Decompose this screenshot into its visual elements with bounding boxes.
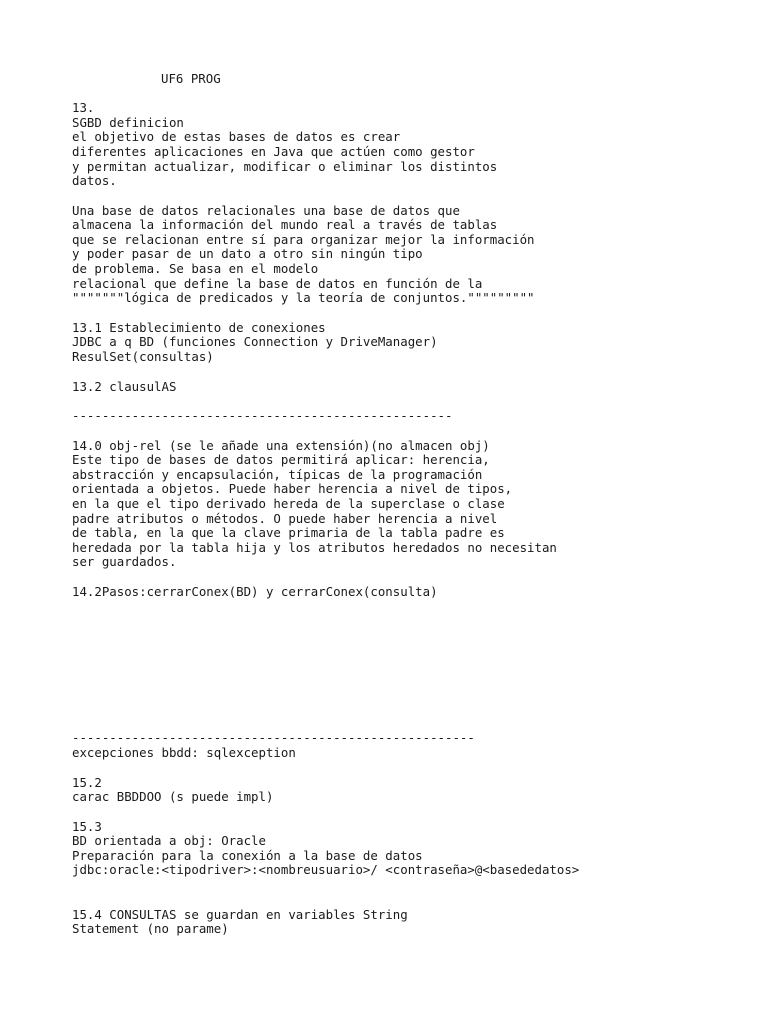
text-line: relacional que define la base de datos en función de la (72, 276, 483, 291)
text-line: jdbc:oracle:<tipodriver>:<nombreusuario>/ <contraseña>@<basededatos> (72, 862, 580, 877)
text-line: padre atributos o métodos. O puede haber herencia a nivel (72, 511, 498, 526)
text-line: ResulSet(consultas) (72, 349, 214, 364)
text-line: en la que el tipo derivado hereda de la superclase o clase (72, 496, 505, 511)
text-line: Una base de datos relacionales una base de datos que (72, 203, 460, 218)
text-line: BD orientada a obj: Oracle (72, 833, 266, 848)
text-line: que se relacionan entre sí para organizar mejor la información (72, 232, 535, 247)
text-line: """""""lógica de predicados y la teoría de conjuntos.""""""""" (72, 290, 535, 305)
divider: ------------------------------------------------------ (72, 730, 475, 745)
text-line: Preparación para la conexión a la base de datos (72, 848, 423, 863)
text-line: abstracción y encapsulación, típicas de la programación (72, 467, 483, 482)
text-line: Statement (no parame) (72, 921, 229, 936)
text-line: diferentes aplicaciones en Java que actúen como gestor (72, 144, 475, 159)
section-14-2-heading: 14.2Pasos:cerrarConex(BD) y cerrarConex(consulta) (72, 584, 438, 599)
document-title: UF6 PROG (161, 71, 221, 86)
text-line: orientada a objetos. Puede haber herencia a nivel de tipos, (72, 481, 513, 496)
text-line: carac BBDDOO (s puede impl) (72, 789, 274, 804)
text-line: de problema. Se basa en el modelo (72, 261, 319, 276)
section-13-heading: SGBD definicion (72, 115, 184, 130)
text-line: heredada por la tabla hija y los atributos heredados no necesitan (72, 540, 557, 555)
section-13-number: 13. (72, 100, 95, 115)
section-15-3-heading: 15.3 (72, 819, 102, 834)
text-line: datos. (72, 173, 117, 188)
text-line: Este tipo de bases de datos permitirá aplicar: herencia, (72, 452, 490, 467)
text-line: y permitan actualizar, modificar o eliminar los distintos (72, 159, 498, 174)
text-line: excepciones bbdd: sqlexception (72, 745, 296, 760)
section-15-4-heading: 15.4 CONSULTAS se guardan en variables String (72, 907, 408, 922)
text-line: ser guardados. (72, 554, 177, 569)
text-line: JDBC a q BD (funciones Connection y DriveManager) (72, 334, 438, 349)
text-line: y poder pasar de un dato a otro sin ningún tipo (72, 246, 423, 261)
text-line: de tabla, en la que la clave primaria de la tabla padre es (72, 525, 505, 540)
section-15-2-heading: 15.2 (72, 775, 102, 790)
section-13-2-heading: 13.2 clausulAS (72, 379, 177, 394)
section-14-heading: 14.0 obj-rel (se le añade una extensión)(no almacen obj) (72, 438, 490, 453)
section-13-1-heading: 13.1 Establecimiento de conexiones (72, 320, 326, 335)
text-line: almacena la información del mundo real a través de tablas (72, 217, 498, 232)
text-line: el objetivo de estas bases de datos es crear (72, 129, 401, 144)
divider: --------------------------------------------------- (72, 408, 453, 423)
